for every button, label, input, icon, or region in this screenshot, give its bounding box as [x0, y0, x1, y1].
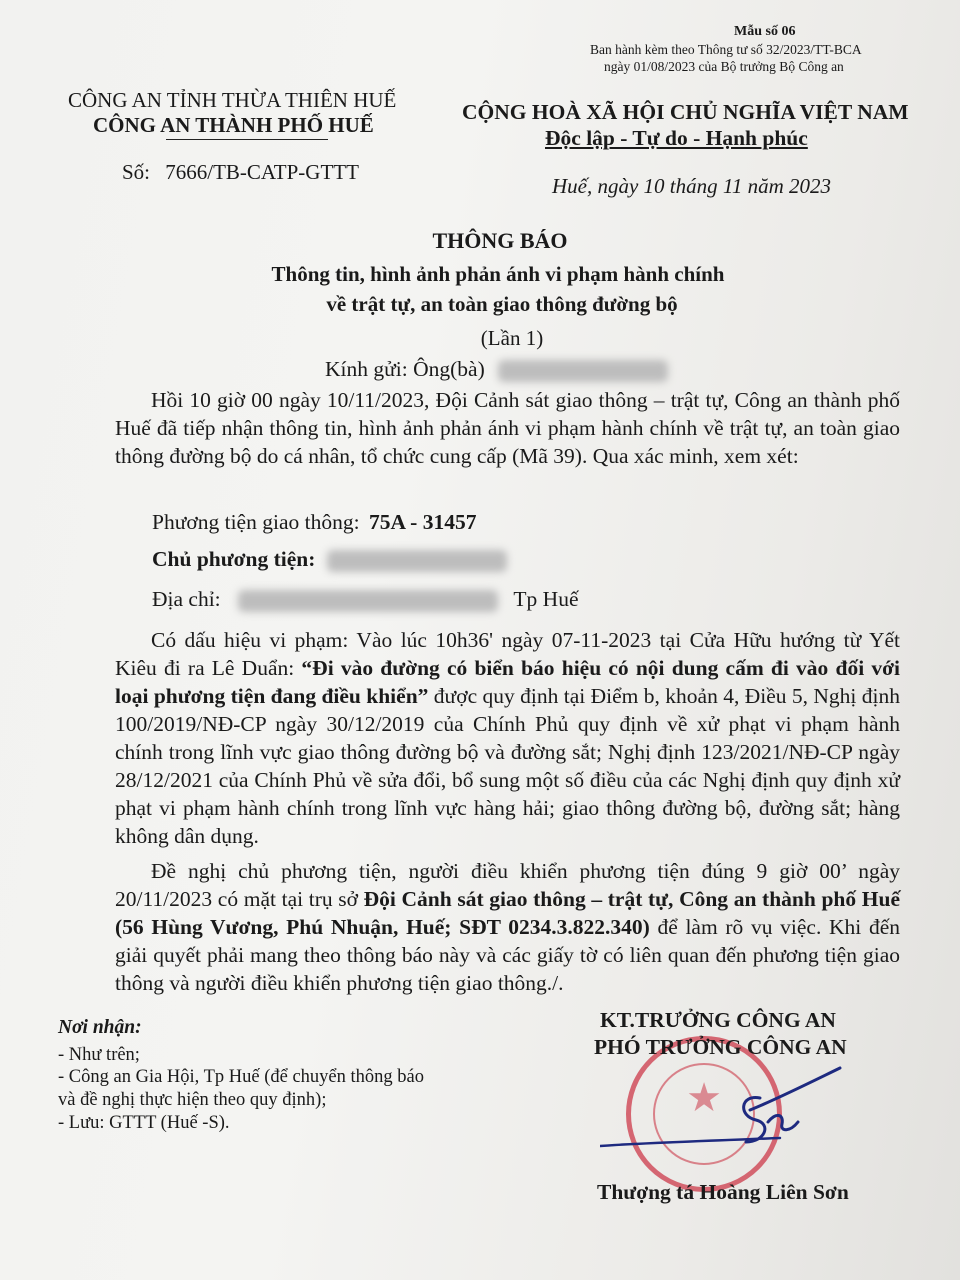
vehicle-label: Phương tiện giao thông:: [152, 510, 360, 534]
greeting: [325, 357, 668, 382]
signature-title-2: PHÓ TRƯỞNG CÔNG AN: [594, 1035, 847, 1059]
doc-number-value: 7666/TB-CATP-GTTT: [165, 160, 359, 184]
notice-subtitle-2: về trật tự, an toàn giao thông đường bộ: [326, 292, 678, 316]
recipient-item-2-line2: và đề nghị thực hiện theo quy định);: [58, 1090, 327, 1110]
notice-subtitle-1: Thông tin, hình ảnh phản ánh vi phạm hành chính: [271, 262, 725, 286]
redacted-name: [498, 360, 668, 382]
address-city: Tp Huế: [513, 587, 579, 611]
form-number: Mẫu số 06: [734, 24, 796, 39]
recipients-heading: Nơi nhận:: [58, 1017, 142, 1038]
violation-pre: Có dấu hiệu vi phạm: Vào lúc 10h36' ngày 07-11-2023 tại Cửa Hữu hướng từ Yết Kiêu đi ra Lê Duẩn:: [115, 628, 900, 680]
intro-paragraph: [115, 386, 900, 470]
owner-field: [152, 547, 507, 572]
handwritten-signature: [600, 1050, 860, 1160]
greeting-label: Kính gửi: Ông(bà): [325, 357, 485, 381]
redacted-owner: [327, 550, 507, 572]
recipient-item-2-line1: - Công an Gia Hội, Tp Huế (để chuyển thông báo: [58, 1067, 424, 1087]
agency-underline: [166, 139, 328, 140]
form-issued-line1: Ban hành kèm theo Thông tư số 32/2023/TT-BCA: [590, 42, 862, 57]
signer-name: Thượng tá Hoàng Liên Sơn: [597, 1180, 849, 1204]
vehicle-field: [152, 510, 476, 535]
signature-title-1: KT.TRƯỞNG CÔNG AN: [600, 1008, 836, 1032]
doc-number-label: Số:: [122, 160, 151, 184]
notice-title: THÔNG BÁO: [432, 228, 568, 253]
address-label: Địa chỉ:: [152, 587, 221, 611]
nation-motto: Độc lập - Tự do - Hạnh phúc: [545, 126, 808, 150]
notice-round: (Lần 1): [480, 326, 544, 350]
request-location: Đội Cảnh sát giao thông – trật tự, Công an thành phố Huế (56 Hùng Vương, Phú Nhuận, Huế; SĐT 0234.3.822.340): [115, 887, 900, 939]
agency-name: CÔNG AN THÀNH PHỐ HUẾ: [93, 113, 374, 137]
intro-text: Hồi 10 giờ 00 ngày 10/11/2023, Đội Cảnh sát giao thông – trật tự, Công an thành phố Huế đã tiếp nhận thông tin, hình ảnh phản ánh vi phạm hành chính về trật tự, an toàn giao thông đường bộ do cá nhân, tổ chức cung cấp (Mã 39). Qua xác minh, xem xét:: [115, 388, 900, 468]
form-issued-line2: ngày 01/08/2023 của Bộ trưởng Bộ Công an: [604, 59, 844, 74]
owner-label: Chủ phương tiện:: [152, 547, 316, 571]
request-post: để làm rõ vụ việc. Khi đến giải quyết phải mang theo thông báo này và các giấy tờ có liên quan đến phương tiện giao thông và người điều khiển phương tiện giao thông./.: [115, 915, 901, 995]
recipient-item-3: - Lưu: GTTT (Huế -S).: [58, 1113, 230, 1133]
address-field: [152, 587, 579, 612]
violation-post: được quy định tại Điểm b, khoản 4, Điều 5, Nghị định 100/2019/NĐ-CP ngày 30/12/2019 của Chính Phủ quy định về xử phạt vi phạm hành chính trong lĩnh vực giao thông đường bộ và đường sắt; Nghị định 123/2021/NĐ-CP ngày 28/12/2021 của Chính Phủ về sửa đổi, bổ sung một số điều của các Nghị định quy định xử phạt vi phạm hành chính trong lĩnh vực hàng hải; giao thông đường bộ, đường sắt; hàng không dân dụng.: [115, 684, 900, 848]
request-paragraph: [115, 857, 900, 997]
doc-number: [122, 160, 359, 185]
nation-name: CỘNG HOÀ XÃ HỘI CHỦ NGHĨA VIỆT NAM: [462, 100, 909, 124]
vehicle-plate: 75A - 31457: [368, 510, 477, 534]
violation-paragraph: [115, 626, 900, 850]
request-pre: Đề nghị chủ phương tiện, người điều khiển phương tiện đúng 9 giờ 00’ ngày 20/11/2023 có mặt tại trụ sở: [115, 859, 900, 911]
violation-description: “Đi vào đường có biển báo hiệu có nội dung cấm đi vào đối với loại phương tiện đang điều khiển”: [115, 656, 901, 708]
recipient-item-1: - Như trên;: [58, 1045, 140, 1065]
agency-parent: CÔNG AN TỈNH THỪA THIÊN HUẾ: [68, 88, 397, 112]
issue-date: Huế, ngày 10 tháng 11 năm 2023: [552, 174, 831, 198]
redacted-address: [238, 590, 498, 612]
stamp-star-icon: ★: [686, 1075, 722, 1121]
